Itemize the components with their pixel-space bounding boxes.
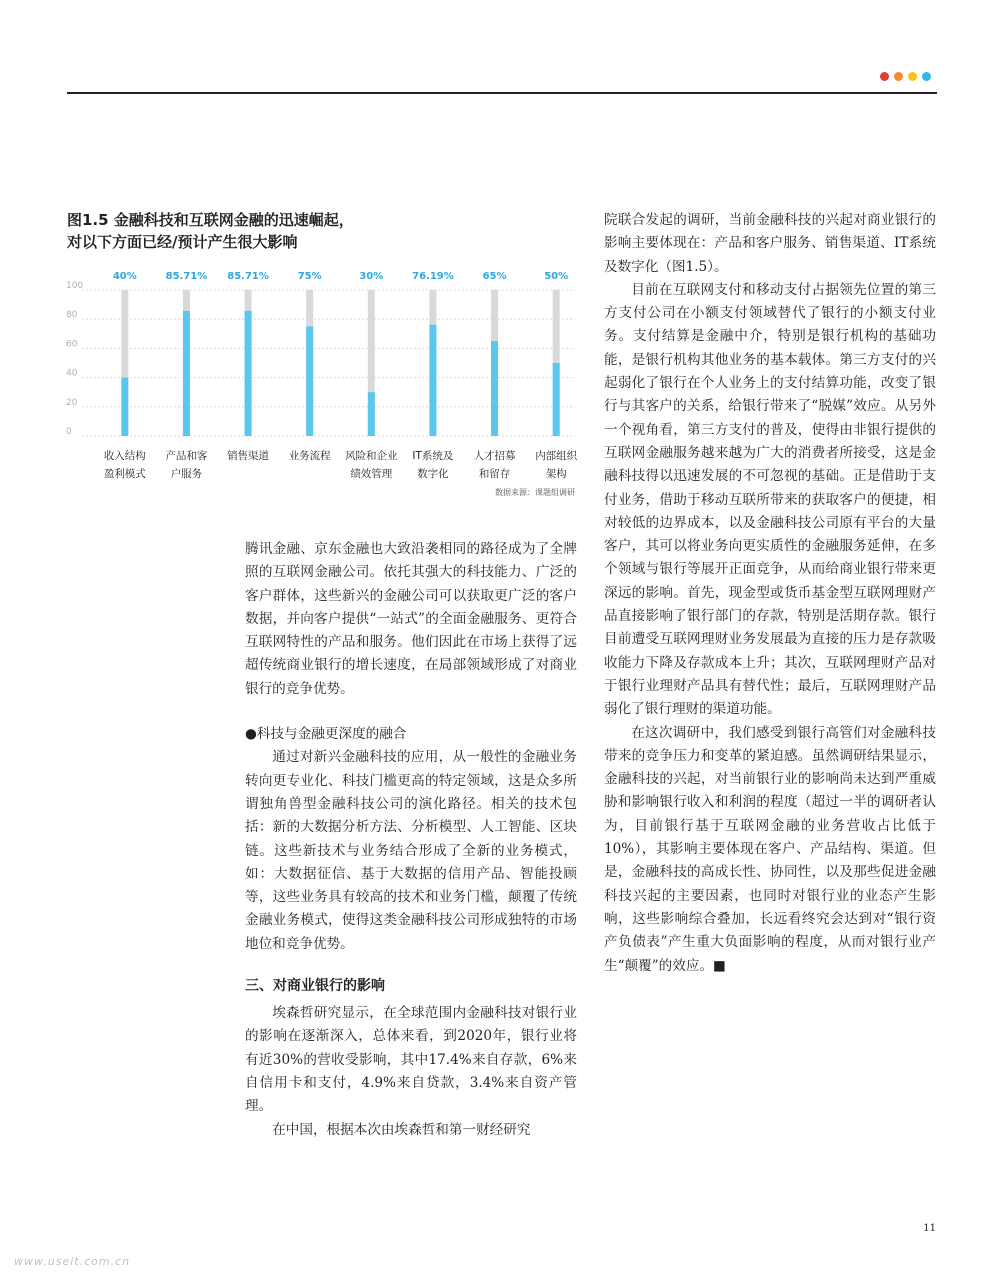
- figure-title-line2: 对以下方面已经/预计产生很大影响: [67, 233, 298, 251]
- category-label: 产品和客: [165, 450, 208, 462]
- right-paragraph-1: 院联合发起的调研，当前金融科技的兴起对商业银行的影响主要体现在：产品和客户服务、销售渠道、IT系统及数字化（图1.5）。: [604, 212, 936, 275]
- blue-dot: [922, 72, 931, 81]
- bar: [245, 311, 252, 436]
- category-label: 盈利模式: [103, 468, 146, 480]
- header-color-dots: [880, 72, 931, 81]
- yellow-dot: [908, 72, 917, 81]
- bar: [368, 392, 375, 436]
- category-label: IT系统及: [412, 450, 454, 462]
- chart-source: 数据来源：课题组调研: [495, 488, 575, 497]
- right-column: [604, 209, 936, 978]
- orange-dot: [894, 72, 903, 81]
- y-tick-label: 60: [66, 339, 78, 350]
- category-label: 内部组织: [535, 450, 578, 462]
- header-rule: [67, 92, 937, 94]
- category-label: 绩效管理: [350, 468, 393, 480]
- bar-value-label: 30%: [359, 271, 384, 282]
- bar-value-label: 76.19%: [412, 271, 454, 282]
- category-label: 和留存: [478, 468, 511, 480]
- bar-value-label: 85.71%: [165, 271, 208, 282]
- figure-title: [67, 209, 587, 253]
- left-paragraph-3: 埃森哲研究显示，在全球范围内金融科技对银行业的影响在逐渐深入，总体来看，到2020年，银行业将有近30%的营收受影响，其中17.4%来自存款，6%来自信用卡和支付，4.9%来自贷款，3.4%来自资产管理。: [245, 1005, 577, 1115]
- page-number: 11: [923, 1223, 936, 1234]
- red-dot: [880, 72, 889, 81]
- bar-value-label: 50%: [544, 271, 569, 282]
- bar-value-label: 40%: [112, 271, 137, 282]
- y-tick-label: 20: [66, 397, 78, 408]
- figure-title-line1: 图1.5 金融科技和互联网金融的迅速崛起，: [67, 211, 354, 229]
- bar-value-label: 65%: [482, 271, 507, 282]
- bar-chart: [60, 262, 590, 512]
- y-tick-label: 100: [66, 281, 84, 291]
- bar: [491, 341, 498, 436]
- bar-value-label: 85.71%: [227, 271, 269, 282]
- y-tick-label: 40: [66, 368, 78, 379]
- category-label: 户服务: [170, 468, 203, 480]
- bar: [429, 325, 436, 436]
- left-paragraph-1: 腾讯金融、京东金融也大致沿袭相同的路径成为了全牌照的互联网金融公司。依托其强大的科技能力、广泛的客户群体，这些新兴的金融公司可以获取更广泛的客户数据，并向客户提供“一站式”的全面金融服务、更符合互联网特性的产品和服务。他们因此在市场上获得了远超传统商业银行的增长速度，在局部领域形成了对商业银行的竞争优势。: [245, 541, 577, 697]
- category-label: 数字化: [417, 468, 449, 480]
- category-label: 人才招募: [473, 450, 516, 462]
- right-paragraph-3: 在这次调研中，我们感受到银行高管们对金融科技带来的竞争压力和变革的紧迫感。虽然调研结果显示，金融科技的兴起，对当前银行业的影响尚未达到严重威胁和影响银行收入和利润的程度（超过一半的调研者认为，目前银行基于互联网金融的业务营收占比低于10%），其影响主要体现在客户、产品结构、渠道。但是，金融科技的高成长性、协同性，以及那些促进金融科技兴起的主要因素，也同时对银行业的业态产生影响，这些影响综合叠加，长远看终究会达到对“银行资产负债表”产生重大负面影响的程度，从而对银行业产生“颠覆”的效应。■: [604, 724, 936, 974]
- right-paragraph-2: 目前在互联网支付和移动支付占据领先位置的第三方支付公司在小额支付领域替代了银行的小额支付业务。支付结算是金融中介，特别是银行机构的基础功能，是银行机构其他业务的基本载体。第三方支付的兴起弱化了银行在个人业务上的支付结算功能，改变了银行与其客户的关系，给银行带来了“脱媒”效应。从另外一个视角看，第三方支付的普及，使得由非银行提供的互联网金融服务越来越为广大的消费者所接受，这是金融科技得以迅速发展的不可忽视的基础。正是借助于支付业务，借助于移动互联所带来的获取客户的便捷，相对较低的边界成本，以及金融科技公司原有平台的大量客户，其可以将业务向更实质性的金融服务延伸，在多个领域与银行等展开正面竞争，从而给商业银行带来更深远的影响。首先，现金型或货币基金型互联网理财产品直接影响了银行部门的存款，特别是活期存款。银行目前遭受互联网理财业务发展最为直接的压力是存款吸收能力下降及存款成本上升；其次，互联网理财产品对于银行业理财产品具有替代性；最后，互联网理财产品弱化了银行理财的渠道功能。: [604, 281, 936, 718]
- left-paragraph-2: 通过对新兴金融科技的应用，从一般性的金融业务转向更专业化、科技门槛更高的特定领域，这是众多所谓独角兽型金融科技公司的演化路径。相关的技术包括：新的大数据分析方法、分析模型、人工智能、区块链。这些新技术与业务结合形成了全新的业务模式，如：大数据征信、基于大数据的信用产品、智能投顾等，这些业务具有较高的技术和业务门槛，颠覆了传统金融业务模式，使得这类金融科技公司形成独特的市场地位和竞争优势。: [245, 749, 577, 952]
- section-heading: 三、对商业银行的影响: [245, 978, 385, 995]
- y-tick-label: 0: [66, 427, 72, 437]
- category-label: 收入结构: [103, 450, 146, 462]
- category-label: 架构: [545, 468, 567, 480]
- section-bullet-heading: ●科技与金融更深度的融合: [245, 726, 407, 743]
- bar: [183, 311, 190, 436]
- category-label: 销售渠道: [227, 450, 270, 462]
- bar: [306, 327, 313, 437]
- category-label: 风险和企业: [345, 450, 398, 462]
- bar: [121, 378, 128, 436]
- category-label: 业务流程: [288, 450, 331, 462]
- left-paragraph-4: 在中国，根据本次由埃森哲和第一财经研究: [272, 1121, 531, 1138]
- bar-value-label: 75%: [297, 271, 322, 282]
- left-column: [245, 538, 577, 1142]
- y-tick-label: 80: [66, 310, 78, 321]
- bar: [553, 363, 560, 436]
- watermark: www.useit.com.cn: [14, 1255, 131, 1268]
